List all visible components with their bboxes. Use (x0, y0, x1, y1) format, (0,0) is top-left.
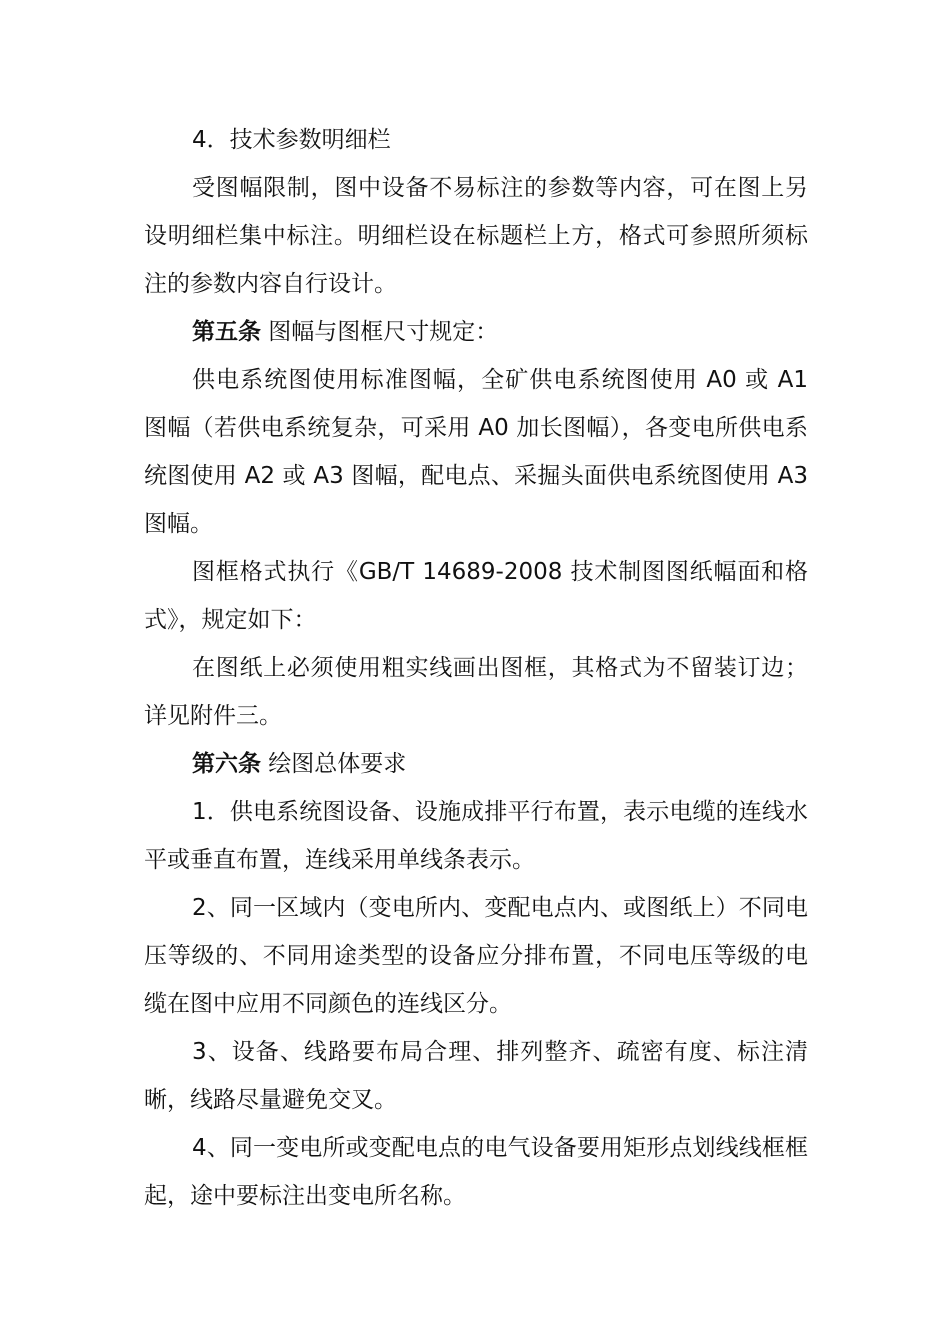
section-4-title: 4．技术参数明细栏 (192, 127, 391, 153)
document-body (144, 116, 808, 1220)
article-6-item-3: 3、设备、线路要布局合理、排列整齐、疏密有度、标注清晰，线路尽量避免交叉。 (144, 1039, 808, 1113)
article-5-paragraph-3: 在图纸上必须使用粗实线画出图框，其格式为不留装订边；详见附件三。 (144, 655, 808, 729)
article-6-title: 绘图总体要求 (261, 751, 407, 777)
article-6-item-4: 4、同一变电所或变配电点的电气设备要用矩形点划线线框框起，途中要标注出变电所名称。 (144, 1135, 808, 1209)
article-6-heading: 第六条 (192, 751, 261, 777)
article-5-paragraph-2: 图框格式执行《GB/T 14689-2008 技术制图图纸幅面和格式》，规定如下： (144, 559, 808, 633)
article-5-title-line (144, 308, 808, 356)
article-6-item-2: 2、同一区域内（变电所内、变配电点内、或图纸上）不同电压等级的、不同用途类型的设备应分排布置，不同电压等级的电缆在图中应用不同颜色的连线区分。 (144, 895, 808, 1017)
article-5-title: 图幅与图框尺寸规定： (261, 319, 499, 345)
article-5-heading: 第五条 (192, 319, 261, 345)
article-6-title-line (144, 740, 808, 788)
article-6-item-1: 1．供电系统图设备、设施成排平行布置，表示电缆的连线水平或垂直布置，连线采用单线条表示。 (144, 799, 808, 873)
article-5-paragraph-1: 供电系统图使用标准图幅，全矿供电系统图使用 A0 或 A1 图幅（若供电系统复杂，可采用 A0 加长图幅），各变电所供电系统图使用 A2 或 A3 图幅，配电点、采掘头面供电系统图使用 A3 图幅。 (144, 367, 808, 537)
section-4-body: 受图幅限制，图中设备不易标注的参数等内容，可在图上另设明细栏集中标注。明细栏设在标题栏上方，格式可参照所须标注的参数内容自行设计。 (144, 175, 808, 297)
